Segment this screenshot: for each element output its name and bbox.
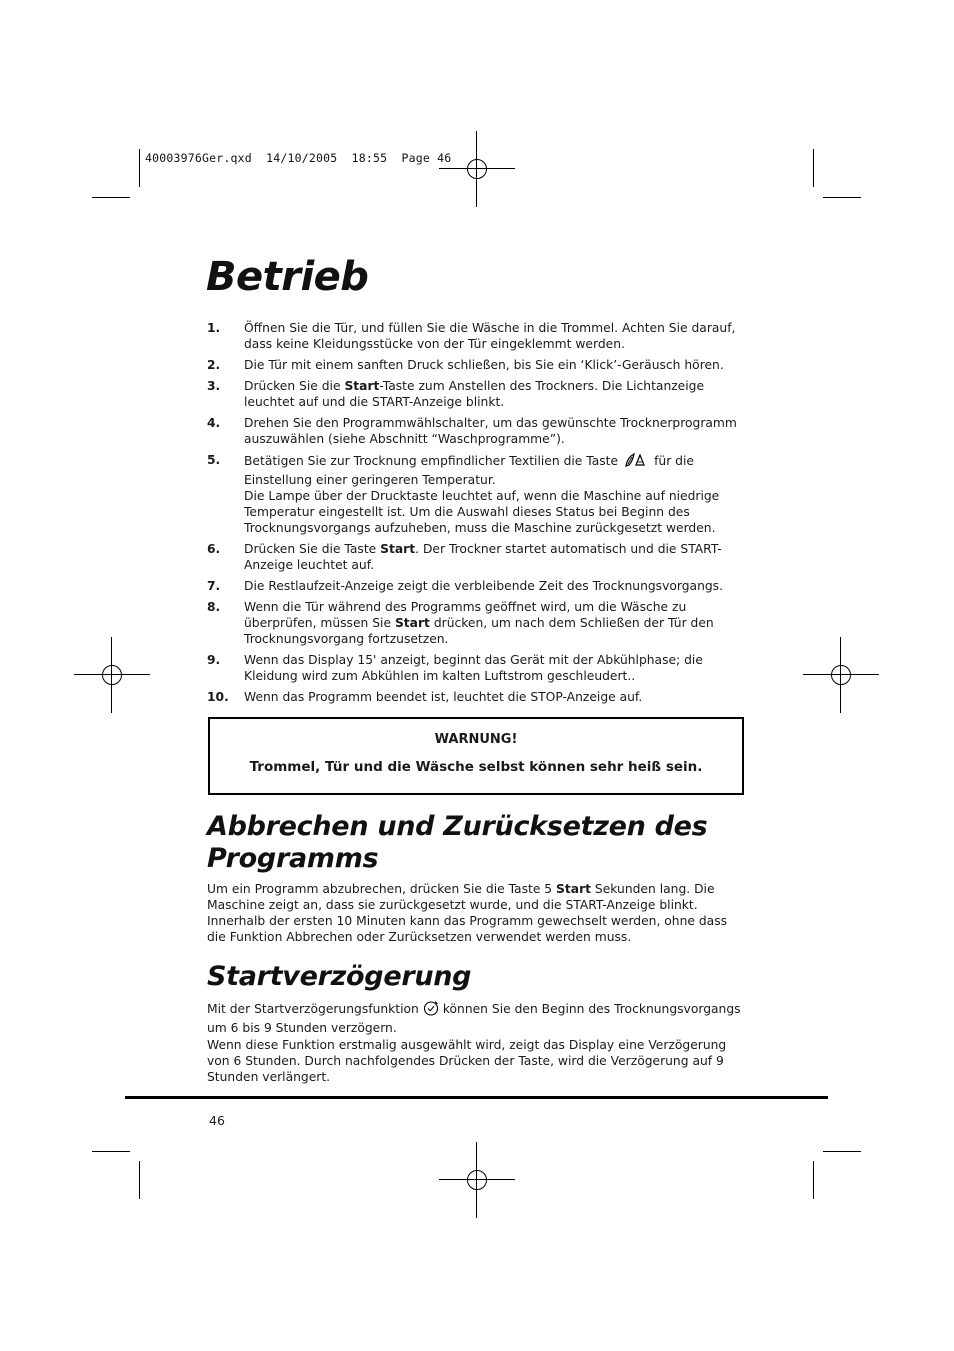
list-item [207, 415, 747, 447]
step-number: 8. [207, 600, 221, 614]
operation-steps-list [207, 320, 747, 710]
list-item [207, 652, 747, 684]
step-text: Wenn die Tür während des Programms geöffnet wird, um die Wäsche zu überprüfen, müssen Sie [244, 600, 687, 630]
warning-box [208, 717, 744, 795]
delay-paragraph-1 [207, 1000, 747, 1036]
registration-mark [74, 637, 150, 713]
start-key-label: Start [556, 882, 592, 896]
step-text: Öffnen Sie die Tür, und füllen Sie die Wäsche in die Trommel. Achten Sie darauf, dass keine Kleidungsstücke von der Tür eingeklemmt werden. [244, 321, 736, 351]
list-item [207, 599, 747, 647]
warning-title: WARNUNG! [434, 732, 518, 747]
step-text: Drücken Sie die [244, 379, 345, 393]
step-text: für die Einstellung einer geringeren Temperatur. [244, 454, 694, 487]
delicate-low-temperature-icon [624, 452, 648, 472]
step-number: 2. [207, 358, 221, 372]
start-key-label: Start [394, 616, 430, 630]
cancel-paragraph [207, 881, 747, 945]
delay-timer-icon [423, 1000, 439, 1020]
step-text: Drücken Sie die Taste [244, 542, 381, 556]
list-item [207, 541, 747, 573]
paragraph-text: können Sie den Beginn des Trocknungsvorgangs um 6 bis 9 Stunden verzögern. [207, 1002, 741, 1035]
paragraph-text: Sekunden lang. Die Maschine zeigt an, dass sie zurückgesetzt wurde, und die START-Anzeige blinkt. Innerhalb der ersten 10 Minuten kann das Programm gewechselt werden, ohne dass die Funktion Abbrechen oder Zurücksetzen verwendet werden muss. [207, 882, 728, 944]
registration-mark [439, 131, 515, 207]
step-number: 7. [207, 579, 221, 593]
step-number: 3. [207, 379, 221, 393]
crop-mark [92, 1151, 130, 1152]
list-item [207, 689, 747, 705]
page-title: Betrieb [206, 254, 369, 300]
crop-mark [823, 1151, 861, 1152]
step-text: -Taste zum Anstellen des Trockners. Die Lichtanzeige leuchtet auf und die START-Anzeige blinkt. [244, 379, 705, 409]
list-item [207, 320, 747, 352]
registration-mark [803, 637, 879, 713]
step-number: 10. [207, 690, 229, 704]
step-text: drücken, um nach dem Schließen der Tür den Trocknungsvorgang fortzusetzen. [244, 616, 714, 646]
crop-mark [813, 149, 814, 187]
step-number: 4. [207, 416, 221, 430]
crop-mark [813, 1161, 814, 1199]
step-text: Wenn das Programm beendet ist, leuchtet die STOP-Anzeige auf. [244, 690, 643, 704]
step-text: Die Restlaufzeit-Anzeige zeigt die verbleibende Zeit des Trocknungsvorgangs. [244, 579, 723, 593]
step-text: . Der Trockner startet automatisch und die START-Anzeige leuchtet auf. [244, 542, 722, 572]
paragraph-text: Um ein Programm abzubrechen, drücken Sie die Taste 5 [207, 882, 557, 896]
crop-mark [139, 1161, 140, 1199]
paragraph-text: Mit der Startverzögerungsfunktion [207, 1002, 419, 1016]
footer-rule [125, 1096, 828, 1099]
delay-paragraph-2: Wenn diese Funktion erstmalig ausgewählt wird, zeigt das Display eine Verzögerung von 6 Stunden. Durch nachfolgendes Drücken der Taste, wird die Verzögerung auf 9 Stunden verlängert. [207, 1038, 727, 1084]
registration-mark [439, 1142, 515, 1218]
list-item [207, 357, 747, 373]
step-number: 9. [207, 653, 221, 667]
crop-mark [823, 197, 861, 198]
step-text: Die Tür mit einem sanften Druck schließen, bis Sie ein ‘Klick’-Geräusch hören. [244, 358, 724, 372]
section-heading-delay: Startverzögerung [207, 961, 472, 992]
start-key-label: Start [344, 379, 380, 393]
list-item [207, 452, 747, 536]
step-number: 5. [207, 453, 221, 467]
step-number: 1. [207, 321, 221, 335]
crop-mark [92, 197, 130, 198]
step-text: Betätigen Sie zur Trocknung empfindlicher Textilien die Taste [244, 454, 619, 468]
page-number: 46 [209, 1113, 225, 1128]
crop-mark [139, 149, 140, 187]
print-slug: 40003976Ger.qxd 14/10/2005 18:55 Page 46 [145, 151, 452, 165]
start-key-label: Start [380, 542, 416, 556]
list-item [207, 578, 747, 594]
list-item [207, 378, 747, 410]
warning-text: Trommel, Tür und die Wäsche selbst können sehr heiß sein. [249, 759, 703, 775]
step-number: 6. [207, 542, 221, 556]
section-heading-cancel: Abbrechen und Zurücksetzen des Programms [207, 811, 708, 874]
step-text: Drehen Sie den Programmwählschalter, um das gewünschte Trocknerprogramm auszuwählen (siehe Abschnitt “Waschprogramme”). [244, 416, 737, 446]
step-text: Die Lampe über der Drucktaste leuchtet auf, wenn die Maschine auf niedrige Temperatur eingestellt ist. Um die Auswahl dieses Status bei Beginn des Trocknungsvorgangs aufzuheben, muss die Maschine zurückgesetzt werden. [244, 489, 720, 535]
step-text: Wenn das Display 15' anzeigt, beginnt das Gerät mit der Abkühlphase; die Kleidung wird zum Abkühlen im kalten Luftstrom geschleudert.. [244, 653, 703, 683]
